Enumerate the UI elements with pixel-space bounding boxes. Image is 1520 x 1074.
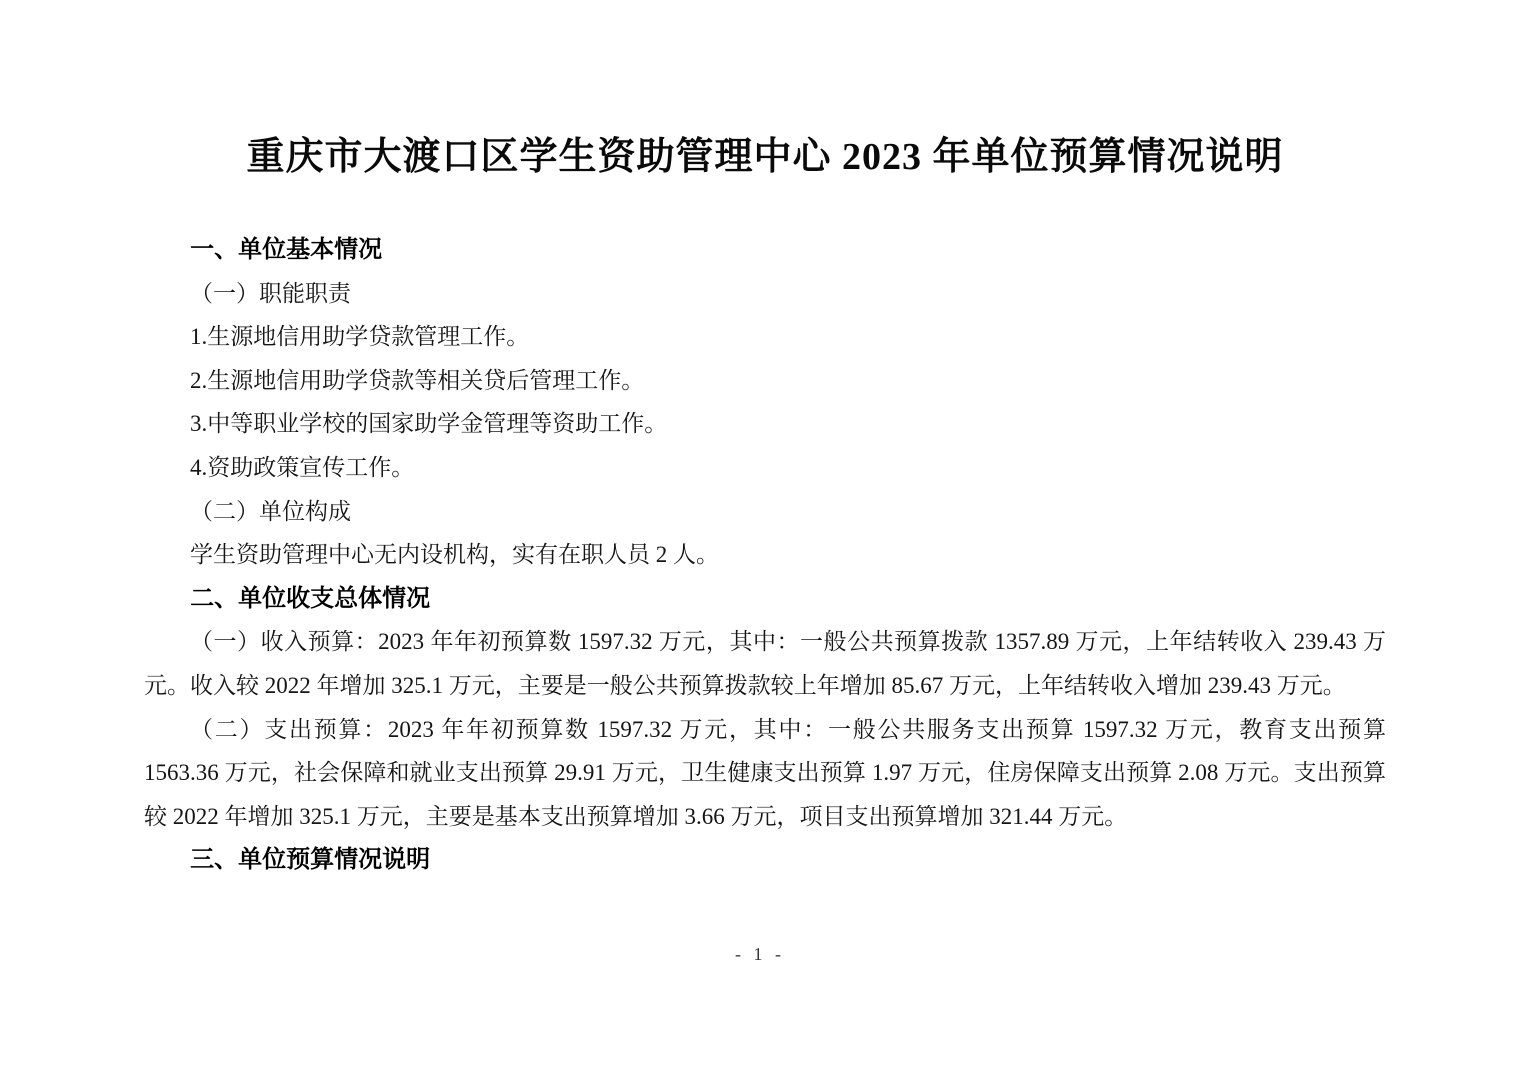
section-heading-1: 一、单位基本情况	[190, 236, 383, 263]
income-budget-paragraph: （一）收入预算：2023 年年初预算数 1597.32 万元，其中：一般公共预算拨款 1357.89 万元，上年结转收入 239.43 万元。收入较 2022 年增加 325.1 万元，主要是一般公共预算拨款较上年增加 85.67 万元，上年结转收入增加 239.43 万元。	[144, 629, 1386, 698]
subsection-heading-1-1: （一）职能职责	[190, 280, 351, 306]
duty-item-2: 2.生源地信用助学贷款等相关贷后管理工作。	[190, 367, 645, 393]
unit-composition-paragraph: 学生资助管理中心无内设机构，实有在职人员 2 人。	[190, 542, 719, 568]
section-heading-3: 三、单位预算情况说明	[190, 846, 431, 874]
duty-item-3: 3.中等职业学校的国家助学金管理等资助工作。	[190, 411, 668, 437]
duty-item-4: 4.资助政策宣传工作。	[190, 454, 415, 480]
expenditure-budget-paragraph: （二）支出预算：2023 年年初预算数 1597.32 万元，其中：一般公共服务支出预算 1597.32 万元，教育支出预算 1563.36 万元，社会保障和就业支出预算 29.91 万元，卫生健康支出预算 1.97 万元，住房保障支出预算 2.08 万元。支出预算较 2022 年增加 325.1 万元，主要是基本支出预算增加 3.66 万元，项目支出预算增加 321.44 万元。	[144, 716, 1386, 829]
section-heading-2: 二、单位收支总体情况	[190, 584, 431, 612]
document-title: 重庆市大渡口区学生资助管理中心 2023 年单位预算情况说明	[246, 136, 1284, 178]
duty-item-1: 1.生源地信用助学贷款管理工作。	[190, 324, 530, 350]
subsection-heading-1-2: （二）单位构成	[190, 498, 351, 524]
page-number: - 1 -	[735, 944, 785, 964]
